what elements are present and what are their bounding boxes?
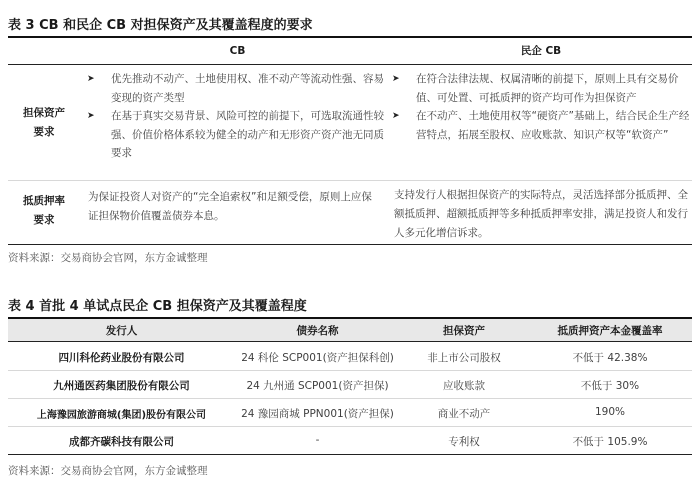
table-row-coverage: 不低于 30% — [580, 380, 640, 392]
table4-source: 资料来源：交易商协会官网，东方金诚整理 — [8, 465, 208, 477]
arrow-bullet-icon: ➤ — [392, 74, 400, 84]
table-row-bond-name: 24 九州通 SCP001(资产担保) — [246, 380, 389, 392]
table-row-issuer: 九州通医药集团股份有限公司 — [53, 380, 190, 392]
table3-row2-minqi: 支持发行人根据担保资产的实际特点，灵活选择部分抵质押、全额抵质押、超额抵质押等多种抵质押率安排，满足投资人和发行人多元化增信诉求。 — [394, 189, 688, 239]
table4-header-collateral: 担保资产 — [443, 325, 485, 337]
table-row-collateral: 非上市公司股权 — [427, 352, 501, 364]
table4-row-divider — [8, 370, 692, 371]
table3-row1-minqi-list — [390, 70, 690, 144]
table3-top-rule — [8, 36, 692, 38]
arrow-bullet-icon: ➤ — [87, 111, 95, 121]
table3-header-cb: CB — [229, 45, 246, 57]
table-row-issuer: 四川科伦药业股份有限公司 — [58, 352, 185, 364]
table-row-coverage: 190% — [594, 406, 626, 418]
table4-header-issuer: 发行人 — [105, 325, 138, 337]
table4-row-divider — [8, 398, 692, 399]
table4-header-bond-name: 债券名称 — [296, 325, 339, 337]
table3-source: 资料来源：交易商协会官网，东方金诚整理 — [8, 252, 208, 264]
arrow-bullet-icon: ➤ — [392, 111, 400, 121]
arrow-bullet-icon: ➤ — [87, 74, 95, 84]
table3-row-label-guarantee-assets: 担保资产要求 — [23, 107, 65, 138]
table-row-issuer: 上海豫园旅游商城(集团)股份有限公司 — [36, 410, 207, 421]
table-row-collateral: 应收账款 — [443, 380, 485, 392]
list-item: ➤ 在符合法律法规、权属清晰的前提下，原则上具有交易价值、可处置、可抵质押的资产均可作为担保资产 — [390, 70, 690, 107]
list-item: ➤ 优先推动不动产、土地使用权、准不动产等流动性强、容易变现的资产类型 — [85, 70, 385, 107]
table-row-coverage: 不低于 105.9% — [572, 436, 648, 448]
table3-header-minqi: 民企 CB — [520, 45, 562, 57]
table3-row-label-pledge-ratio: 抵质押率要求 — [23, 195, 65, 226]
table3-title: 表 3 CB 和民企 CB 对担保资产及其覆盖程度的要求 — [8, 18, 313, 33]
table3-row-divider — [8, 180, 692, 181]
table-row-issuer: 成都齐碳科技有限公司 — [69, 436, 174, 448]
table4-title: 表 4 首批 4 单试点民企 CB 担保资产及其覆盖程度 — [8, 299, 307, 314]
list-item: ➤ 在基于真实交易背景、风险可控的前提下，可选取流通性较强、价值价格体系较为健全的动产和无形资产资产池无同质要求 — [85, 107, 385, 163]
table-row-coverage: 不低于 42.38% — [572, 352, 648, 364]
table4-row-divider — [8, 426, 692, 427]
table3-header-rule — [8, 64, 692, 65]
table3-row1-cb-list — [85, 70, 385, 163]
table4-header-coverage: 抵质押资产本金覆盖率 — [557, 325, 663, 337]
table-row-collateral: 商业不动产 — [437, 408, 491, 420]
table3-bottom-rule — [8, 244, 692, 245]
table4-bottom-rule — [8, 454, 692, 455]
table-row-collateral: 专利权 — [448, 436, 480, 448]
table-row-bond-name: 24 科伦 SCP001(资产担保科创) — [241, 352, 394, 364]
table3-row2-cb: 为保证投资人对资产的“完全追索权”和足额受偿，原则上应保证担保物价值覆盖债券本息。 — [88, 191, 372, 222]
table4-header-rule — [8, 341, 692, 342]
table-row-bond-name: - — [315, 434, 320, 446]
table-row-bond-name: 24 豫园商城 PPN001(资产担保) — [241, 408, 394, 420]
list-item: ➤ 在不动产、土地使用权等“硬资产”基础上，结合民企生产经营特点，拓展至股权、应收账款、知识产权等“软资产” — [390, 107, 690, 144]
